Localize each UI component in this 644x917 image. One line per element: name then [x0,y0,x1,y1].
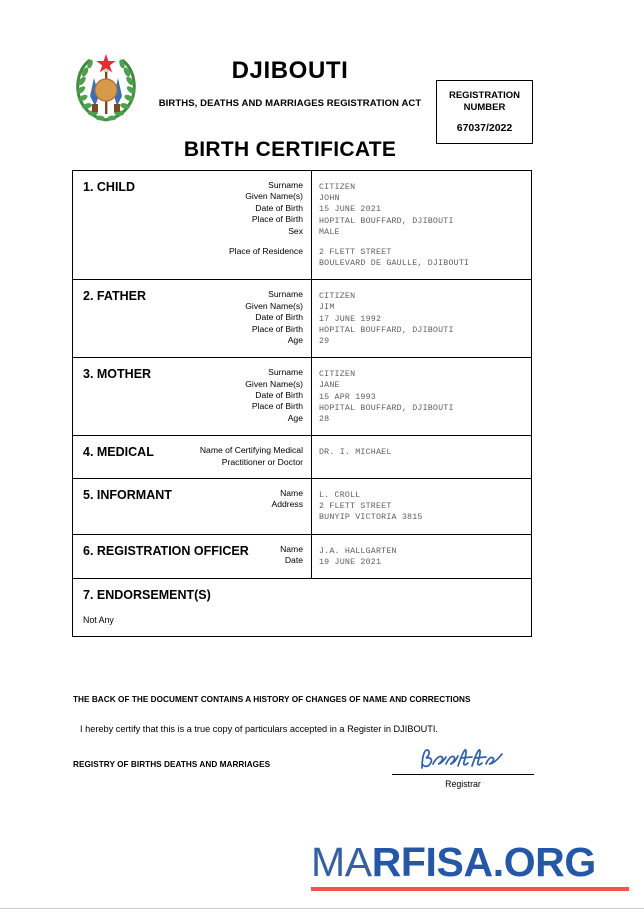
child-label-surname: Surname [268,180,303,190]
registration-officer-section-title: 6. REGISTRATION OFFICER [83,543,249,558]
registry-office-line: REGISTRY OF BIRTHS DEATHS AND MARRIAGES [73,760,271,769]
father-value-given-names: JIM [319,303,335,313]
mother-values-cell [312,358,531,435]
section-registration-officer [73,535,531,579]
mother-value-place-of-birth: HOPITAL BOUFFARD, DJIBOUTI [319,403,454,413]
medical-labels-cell [73,436,312,478]
registration-officer-field-values [319,546,523,568]
child-value-residence-line2: BOULEVARD DE GAULLE, DJIBOUTI [319,259,470,269]
father-value-date-of-birth: 17 JUNE 1992 [319,314,382,324]
child-value-given-names: JOHN [319,194,340,204]
informant-field-labels [172,488,303,524]
endorsements-body-text: Not Any [83,614,114,625]
father-label-age: Age [287,334,303,345]
section-mother [73,358,531,436]
medical-label-line1: Name of Certifying Medical [199,445,303,456]
father-label-place-of-birth: Place of Birth [251,323,303,334]
child-field-labels [135,180,303,269]
document-header [0,0,644,168]
registration-officer-values-cell [312,535,531,578]
certificate-details-table [72,170,532,637]
watermark-text [311,839,631,885]
informant-field-values [319,490,523,524]
child-value-sex: MALE [319,227,340,237]
registration-officer-label-name: Name [280,543,303,554]
child-value-date-of-birth: 15 JUNE 2021 [319,205,382,215]
medical-field-values [319,447,523,458]
signature-block [392,744,534,789]
mother-field-values [319,369,523,425]
registration-number-box [436,80,533,144]
child-value-place-of-birth: HOPITAL BOUFFARD, DJIBOUTI [319,216,454,226]
medical-value-practitioner-name: DR. I. MICHAEL [319,448,392,458]
registration-officer-field-labels [249,544,303,568]
father-value-surname: CITIZEN [319,292,356,302]
child-label-sex: Sex [288,225,303,236]
registrar-signature-icon [392,744,534,774]
father-label-date-of-birth: Date of Birth [255,312,303,323]
medical-section-title: 4. MEDICAL [83,445,154,460]
informant-value-name: L. CROLL [319,490,361,500]
act-subtitle: BIRTHS, DEATHS AND MARRIAGES REGISTRATION ACT [158,98,422,109]
section-medical [73,436,531,479]
medical-values-cell [312,436,531,478]
medical-field-labels [154,445,303,468]
mother-labels-cell [73,358,312,435]
informant-labels-cell [73,479,312,534]
father-field-values [319,291,523,347]
registration-officer-label-date: Date [284,554,303,565]
father-value-age: 29 [319,337,330,347]
page-bottom-divider [0,908,644,909]
informant-label-address: Address [271,499,303,510]
back-of-document-note: THE BACK OF THE DOCUMENT CONTAINS A HISTORY OF CHANGES OF NAME AND CORRECTIONS [73,695,471,704]
watermark-text-light: MA [311,839,372,885]
registration-label-line1: REGISTRATION [448,89,521,101]
document-title: BIRTH CERTIFICATE [183,138,397,161]
mother-value-surname: CITIZEN [319,370,356,380]
mother-label-place-of-birth: Place of Birth [251,401,303,412]
section-child [73,171,531,280]
certification-statement: I hereby certify that this is a true copy of particulars accepted in a Register in DJIBOUTI. [80,724,438,734]
father-label-given-names: Given Name(s) [245,300,303,311]
child-value-residence-line1: 2 FLETT STREET [319,247,392,257]
child-label-place-of-residence: Place of Residence [228,246,303,257]
child-section-title: 1. CHILD [83,180,136,194]
father-value-place-of-birth: HOPITAL BOUFFARD, DJIBOUTI [319,325,454,335]
child-value-surname: CITIZEN [319,183,356,192]
endorsements-section-title: 7. ENDORSEMENT(S) [83,587,211,602]
informant-value-address-line1: 2 FLETT STREET [319,502,392,512]
father-section-title: 2. FATHER [83,289,146,304]
mother-value-date-of-birth: 15 APR 1993 [319,392,376,402]
child-labels-cell [73,171,312,279]
mother-label-given-names: Given Name(s) [245,378,303,389]
registration-number-value: 67037/2022 [456,122,513,135]
signature-rule [392,774,534,775]
father-label-surname: Surname [268,289,303,300]
child-label-given-names: Given Name(s) [245,191,303,202]
informant-section-title: 5. INFORMANT [83,487,172,502]
mother-label-date-of-birth: Date of Birth [255,390,303,401]
registration-label-line2: NUMBER [463,101,506,113]
mother-value-age: 28 [319,414,330,424]
mother-field-labels [151,367,303,425]
mother-section-title: 3. MOTHER [83,367,152,382]
child-label-place-of-birth: Place of Birth [251,214,303,225]
mother-label-surname: Surname [268,367,303,378]
child-label-date-of-birth: Date of Birth [255,202,303,213]
watermark-text-bold: RFISA.ORG [371,839,596,885]
signature-caption: Registrar [445,779,481,789]
informant-label-name: Name [280,487,303,498]
child-field-values [319,182,523,269]
registration-officer-value-name: J.A. HALLGARTEN [319,546,397,556]
registration-number-label [449,90,520,114]
medical-label-line2: Practitioner or Doctor [221,456,303,467]
child-values-cell [312,171,531,279]
section-informant [73,479,531,535]
section-endorsements [73,579,531,636]
father-values-cell [312,280,531,357]
informant-values-cell [312,479,531,534]
informant-value-address-line2: BUNYIP VICTORIA 3815 [319,513,423,523]
registration-officer-value-date: 19 JUNE 2021 [319,557,382,567]
marfisa-watermark [311,839,631,891]
djibouti-coat-of-arms-icon [72,50,140,124]
mother-value-given-names: JANE [319,381,340,391]
father-field-labels [146,289,303,347]
registration-officer-labels-cell [73,535,312,578]
watermark-underline [311,887,629,891]
section-father [73,280,531,358]
mother-label-age: Age [287,412,303,423]
country-title: DJIBOUTI [231,57,349,84]
father-labels-cell [73,280,312,357]
